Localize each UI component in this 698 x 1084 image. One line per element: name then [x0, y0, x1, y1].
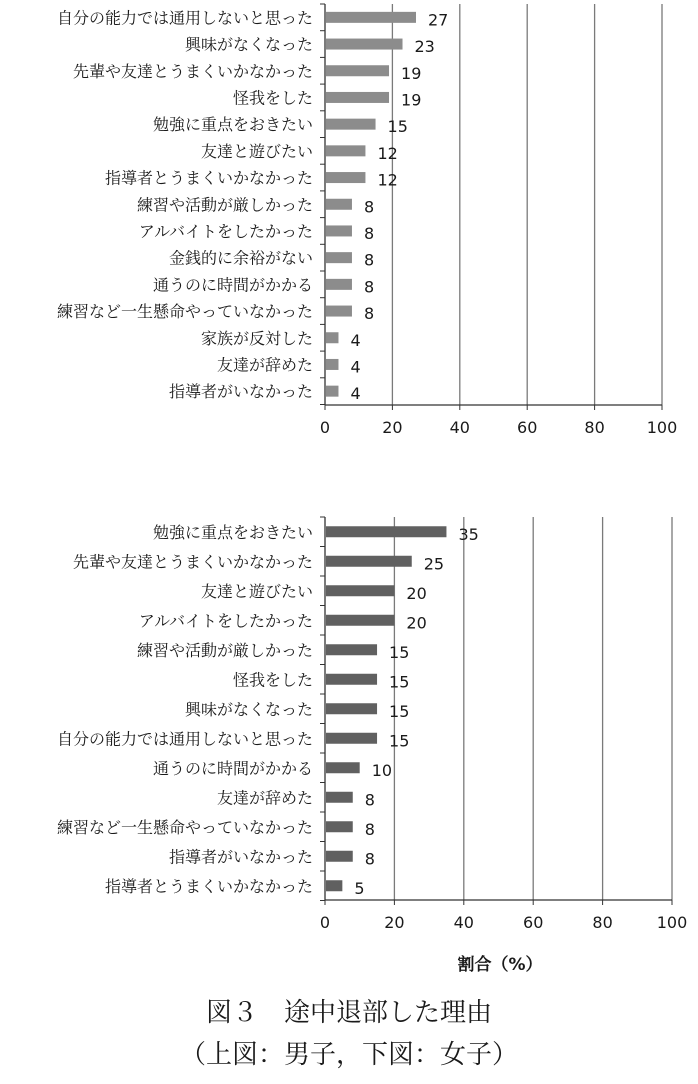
category-label: 通うのに時間がかかる	[152, 275, 313, 295]
value-label: 15	[389, 642, 410, 662]
x-tick-label: 40	[449, 418, 470, 437]
category-label: アルバイトをしたかった	[138, 611, 313, 631]
bar	[326, 39, 403, 50]
value-label: 25	[423, 554, 445, 574]
chart-male	[57, 4, 677, 437]
value-label: 8	[363, 197, 375, 217]
chart-female	[57, 517, 687, 975]
category-label: 練習など一生懸命やっていなかった	[56, 817, 313, 837]
category-label: 家族が反対した	[200, 328, 313, 348]
category-label: アルバイトをしたかった	[138, 221, 313, 241]
bar	[326, 252, 352, 263]
value-label: 20	[406, 613, 427, 633]
bar	[326, 65, 389, 76]
bar	[326, 332, 338, 343]
category-label: 勉強に重点をおきたい	[152, 522, 313, 542]
bar	[326, 733, 377, 744]
value-label: 4	[350, 384, 361, 404]
category-label: 指導者がいなかった	[168, 382, 313, 402]
bar	[326, 703, 377, 714]
value-label: 4	[350, 357, 361, 377]
bar	[326, 306, 352, 317]
value-label: 8	[363, 277, 375, 297]
category-label: 友達と遊びたい	[200, 141, 313, 161]
bar	[326, 119, 376, 130]
figure-caption-subtitle: （上図：男子，下図：女子）	[179, 1040, 518, 1070]
category-label: 指導者がいなかった	[168, 847, 313, 867]
bar	[326, 386, 338, 397]
value-label: 8	[364, 819, 375, 839]
value-label: 27	[427, 10, 449, 30]
value-label: 10	[371, 760, 393, 780]
value-label: 8	[363, 223, 375, 243]
value-label: 15	[389, 672, 410, 692]
bar	[326, 792, 353, 803]
category-label: 指導者とうまくいかなかった	[104, 876, 313, 896]
x-tick-label: 60	[517, 418, 538, 437]
category-label: 練習や活動が厳しかった	[136, 640, 313, 660]
x-tick-label: 100	[656, 913, 688, 932]
value-label: 12	[377, 143, 398, 163]
bar	[326, 644, 377, 655]
bar	[326, 615, 394, 626]
value-label: 15	[389, 731, 410, 751]
bar	[326, 12, 416, 23]
x-tick-label: 40	[453, 913, 474, 932]
category-label: 練習など一生懸命やっていなかった	[56, 302, 313, 322]
bar	[326, 279, 352, 290]
value-label: 19	[401, 63, 422, 83]
value-label: 12	[377, 170, 398, 190]
x-tick-label: 100	[646, 418, 678, 437]
bar	[326, 92, 389, 103]
bar	[326, 556, 412, 567]
bar	[326, 674, 377, 685]
value-label: 23	[414, 37, 435, 57]
category-label: 勉強に重点をおきたい	[152, 115, 313, 135]
x-tick-label: 0	[319, 418, 331, 437]
category-label: 先輩や友達とうまくいかなかった	[72, 61, 313, 81]
bar	[326, 359, 338, 370]
bar	[326, 821, 353, 832]
x-tick-label: 20	[384, 913, 405, 932]
x-tick-label: 20	[382, 418, 403, 437]
bar	[326, 585, 394, 596]
value-label: 4	[350, 330, 361, 350]
bar	[326, 145, 365, 156]
x-axis-title: 割合（%）	[457, 955, 543, 975]
x-tick-label: 0	[319, 913, 331, 932]
category-label: 先輩や友達とうまくいかなかった	[72, 552, 313, 572]
bar	[326, 851, 353, 862]
value-label: 8	[363, 250, 375, 270]
x-tick-label: 80	[592, 913, 613, 932]
category-label: 興味がなくなった	[184, 699, 313, 719]
category-label: 自分の能力では通用しないと思った	[56, 8, 313, 28]
bar	[326, 762, 360, 773]
category-label: 友達が辞めた	[216, 355, 313, 375]
bar	[326, 880, 342, 891]
value-label: 8	[364, 790, 375, 810]
category-label: 怪我をした	[232, 670, 313, 690]
bar	[326, 172, 365, 183]
bar	[326, 199, 352, 210]
category-label: 興味がなくなった	[184, 35, 313, 55]
value-label: 8	[364, 849, 375, 869]
x-tick-label: 60	[523, 913, 544, 932]
x-tick-label: 80	[584, 418, 605, 437]
category-label: 練習や活動が厳しかった	[136, 195, 313, 215]
value-label: 8	[363, 304, 375, 324]
category-label: 金銭的に余裕がない	[168, 248, 313, 268]
value-label: 20	[406, 583, 427, 603]
category-label: 友達が辞めた	[216, 788, 313, 808]
bar	[326, 526, 446, 537]
category-label: 指導者とうまくいかなかった	[104, 168, 313, 188]
value-label: 5	[354, 878, 365, 898]
figure-caption-title: 図３ 途中退部した理由	[205, 998, 492, 1028]
category-label: 友達と遊びたい	[200, 581, 313, 601]
value-label: 35	[458, 524, 479, 544]
category-label: 通うのに時間がかかる	[152, 758, 313, 778]
category-label: 自分の能力では通用しないと思った	[56, 729, 313, 749]
value-label: 19	[401, 90, 422, 110]
category-label: 怪我をした	[232, 88, 313, 108]
value-label: 15	[387, 117, 408, 137]
value-label: 15	[389, 701, 410, 721]
bar	[326, 225, 352, 236]
